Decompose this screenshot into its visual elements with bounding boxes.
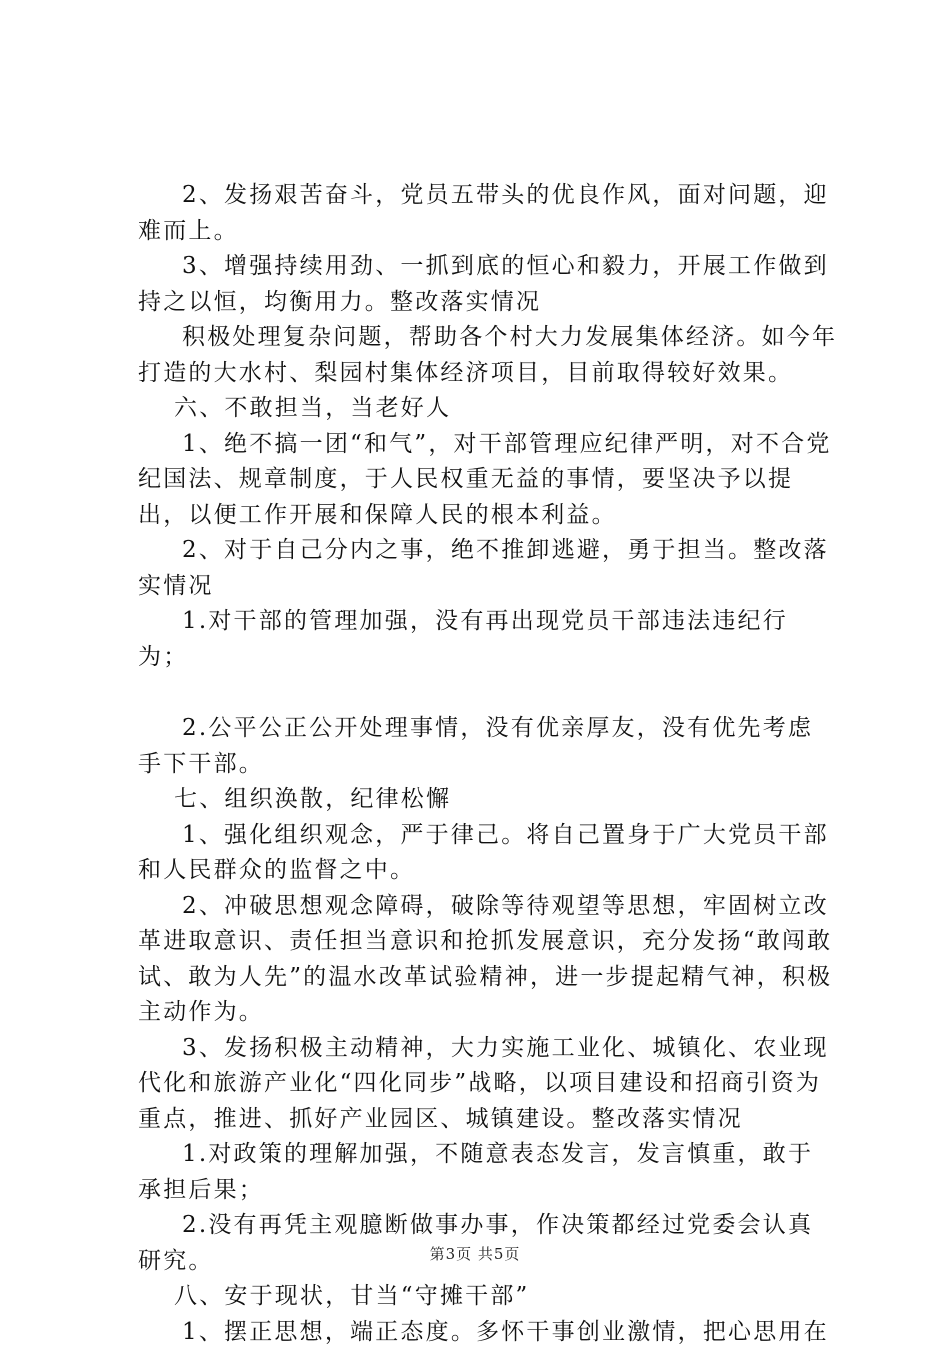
- section-heading-seven: 七、组织涣散，纪律松懈: [138, 782, 838, 818]
- paragraph-3-persistence: 3、增强持续用劲、一抓到底的恒心和毅力，开展工作做到持之以恒，均衡用力。整改落实情况: [138, 249, 838, 320]
- document-body: [138, 178, 838, 1350]
- section-heading-six: 六、不敢担当，当老好人: [138, 391, 838, 427]
- paragraph-6-rectify-1: 1.对干部的管理加强，没有再出现党员干部违法违纪行为；: [138, 604, 838, 675]
- page-number-label: 第3页 共5页: [430, 1245, 521, 1263]
- page-footer: [0, 1243, 950, 1264]
- paragraph-8-1: 1、摆正思想，端正态度。多怀干事创业激情，把心思用在: [138, 1315, 838, 1350]
- paragraph-collective-economy: 积极处理复杂问题，帮助各个村大力发展集体经济。如今年打造的大水村、梨园村集体经济项目，目前取得较好效果。: [138, 320, 838, 391]
- blank-line: [138, 675, 838, 711]
- paragraph-6-2: 2、对于自己分内之事，绝不推卸逃避，勇于担当。整改落实情况: [138, 533, 838, 604]
- paragraph-7-3: 3、发扬积极主动精神，大力实施工业化、城镇化、农业现代化和旅游产业化“四化同步”战略，以项目建设和招商引资为重点，推进、抓好产业园区、城镇建设。整改落实情况: [138, 1031, 838, 1138]
- paragraph-6-1: 1、绝不搞一团“和气”，对干部管理应纪律严明，对不合党纪国法、规章制度，于人民权重无益的事情，要坚决予以提出，以便工作开展和保障人民的根本利益。: [138, 427, 838, 534]
- paragraph-7-1: 1、强化组织观念，严于律己。将自己置身于广大党员干部和人民群众的监督之中。: [138, 818, 838, 889]
- section-heading-eight: 八、安于现状，甘当“守摊干部”: [138, 1279, 838, 1315]
- paragraph-7-rectify-1: 1.对政策的理解加强，不随意表态发言，发言慎重，敢于承担后果；: [138, 1137, 838, 1208]
- paragraph-7-rectify-2: 2.没有再凭主观臆断做事办事，作决策都经过党委会认真研究。: [138, 1208, 838, 1279]
- paragraph-2-hardship: 2、发扬艰苦奋斗，党员五带头的优良作风，面对问题，迎难而上。: [138, 178, 838, 249]
- paragraph-6-rectify-2: 2.公平公正公开处理事情，没有优亲厚友，没有优先考虑手下干部。: [138, 711, 838, 782]
- paragraph-7-2: 2、冲破思想观念障碍，破除等待观望等思想，牢固树立改革进取意识、责任担当意识和抢抓发展意识，充分发扬“敢闯敢试、敢为人先”的温水改革试验精神，进一步提起精气神，积极主动作为。: [138, 889, 838, 1031]
